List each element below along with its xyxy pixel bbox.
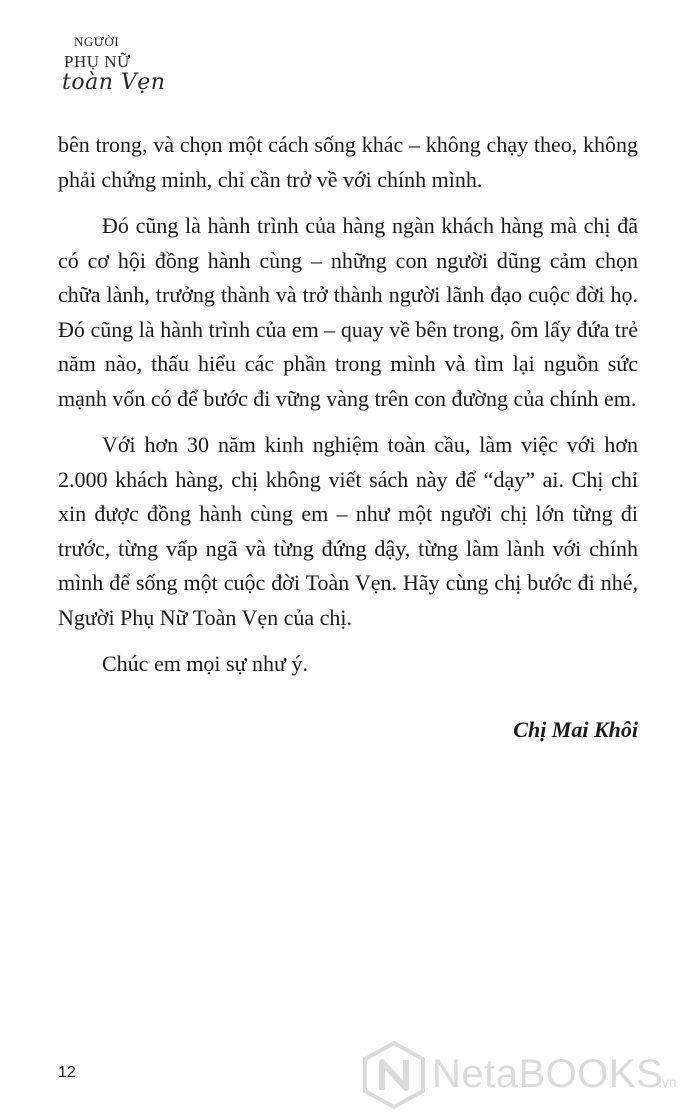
author-signature: Chị Mai Khôi	[513, 717, 638, 742]
paragraph-4: Chúc em mọi sự như ý.	[102, 651, 308, 676]
watermark-text: NetaBOOKS	[432, 1052, 664, 1096]
logo-line-2: PHỤ NỮ	[64, 52, 131, 71]
logo-line-1: NGƯỜI	[74, 34, 120, 49]
page-number: 12	[58, 1064, 76, 1081]
netabooks-watermark	[362, 1040, 692, 1110]
paragraph-2: Đó cũng là hành trình của hàng ngàn khách hàng mà chị đã có cơ hội đồng hành cùng – những con người dũng cảm chọn chữa lành, trưởng thành và trở thành người lãnh đạo cuộc đời họ. Đó cũng là hành trình của em – quay về bên trong, ôm lấy đứa trẻ năm nào, thấu hiểu các phần trong mình và tìm lại nguồn sức mạnh vốn có để bước đi vững vàng trên con đường của chính em.	[58, 213, 638, 411]
watermark-tld: .vn	[658, 1074, 677, 1090]
paragraph-3: Với hơn 30 năm kinh nghiệm toàn cầu, làm việc với hơn 2.000 khách hàng, chị không viết sách này để “dạy” ai. Chị chỉ xin được đồng hành cùng em – như một người chị lớn từng đi trước, từng vấp ngã và từng đứng dậy, từng làm lành với chính mình để sống một cuộc đời Toàn Vẹn. Hãy cùng chị bước đi nhé, Người Phụ Nữ Toàn Vẹn của chị.	[58, 432, 638, 630]
book-logo	[56, 30, 166, 104]
netabooks-logo-icon	[362, 1040, 426, 1110]
body-text	[58, 128, 638, 694]
paragraph-1: bên trong, và chọn một cách sống khác – không chạy theo, không phải chứng minh, chỉ cần trở về với chính mình.	[58, 132, 638, 192]
logo-line-3: toàn Vẹn	[62, 70, 166, 95]
